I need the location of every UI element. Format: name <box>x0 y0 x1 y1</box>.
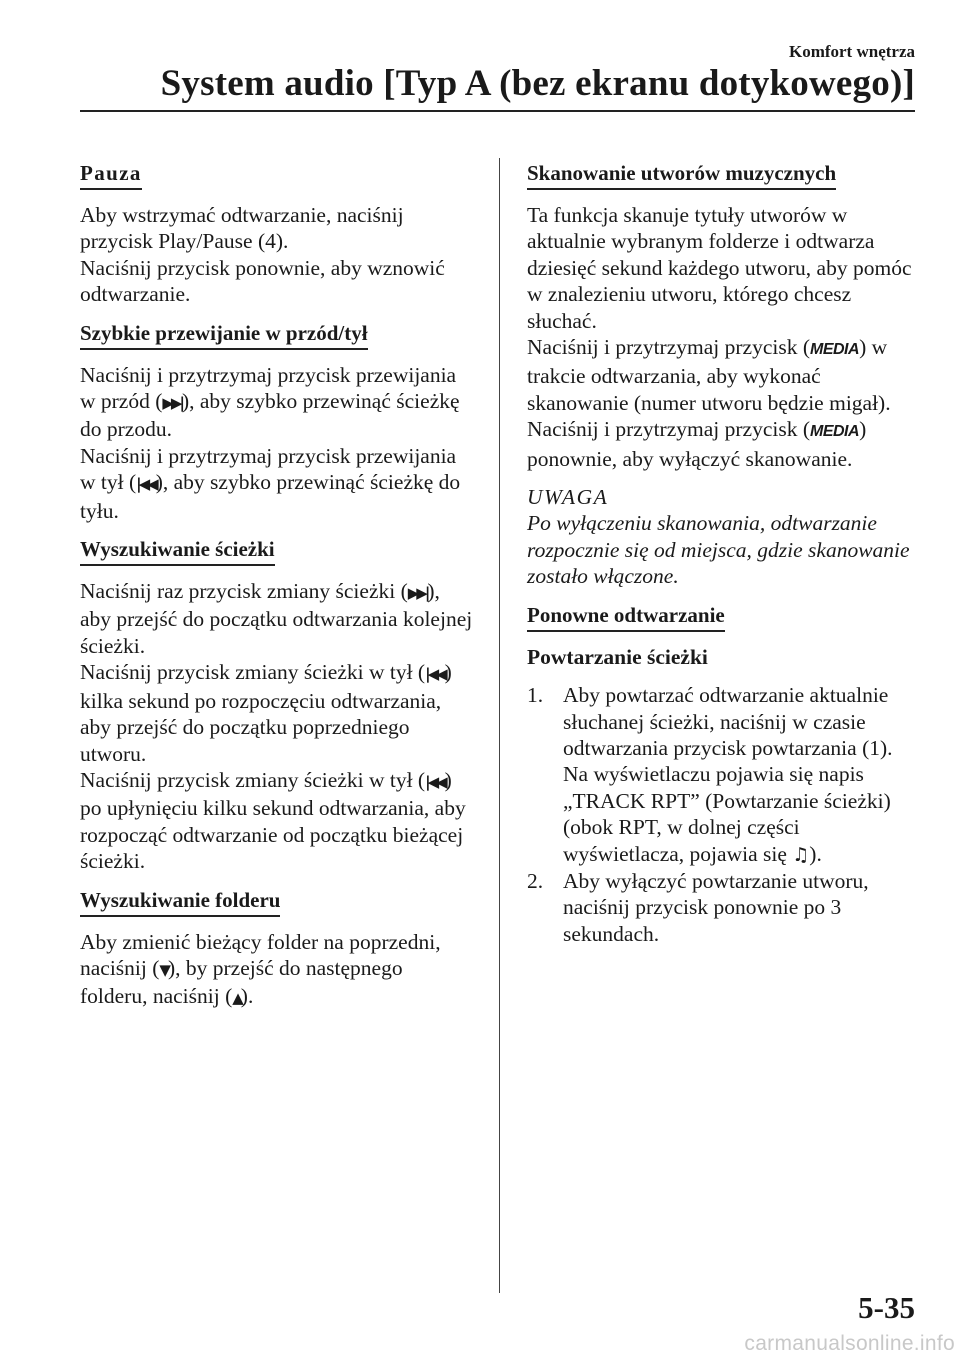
prev-track-icon: |◀◀ <box>425 772 445 791</box>
paragraph-text: Ta funkcja skanuje tytuły utworów w aktualnie wybranym folderze i odtwarza dziesięć sekund każdego utworu, aby pomóc w znalezieniu utworu, którego chcesz słuchać. <box>527 203 912 333</box>
heading-wyszukiwanie-sciezki: Wyszukiwanie ścieżki <box>80 537 275 566</box>
left-column <box>80 160 475 1024</box>
paragraph-text: Naciśnij i przytrzymaj przycisk ( <box>527 335 810 360</box>
note-text: Po wyłączeniu skanowania, odtwarzanie rozpocznie się od miejsca, gdzie skanowanie zostało włączone. <box>527 511 910 589</box>
paragraph-text: Naciśnij raz przycisk zmiany ścieżki ( <box>80 579 408 604</box>
prev-track-icon: |◀◀ <box>425 665 445 684</box>
subheading-powtarzanie-sciezki: Powtarzanie ścieżki <box>527 644 708 669</box>
list-number: 2. <box>527 868 544 893</box>
paragraph-text: ), by przejść do następnego folderu, naciśnij ( <box>80 955 403 1009</box>
list-number: 1. <box>527 683 544 708</box>
header-section: Komfort wnętrza <box>788 42 915 61</box>
next-track-icon: ▶▶| <box>407 584 428 603</box>
paragraph <box>80 202 475 308</box>
note-label: UWAGA <box>527 485 609 510</box>
paragraph-text: Naciśnij i przytrzymaj przycisk przewijania w tył ( <box>80 443 457 495</box>
heading-pauza: Pauza <box>80 161 142 190</box>
paragraph-text: Naciśnij przycisk zmiany ścieżki w tył ( <box>80 767 426 792</box>
paragraph-text: Naciśnij i przytrzymaj przycisk ( <box>527 417 810 442</box>
header-rule <box>80 110 915 112</box>
page-title: System audio [Typ A (bez ekranu dotykowego)] <box>160 63 915 104</box>
watermark: carmanualsonline.info <box>744 1332 955 1355</box>
paragraph-text: Aby wstrzymać odtwarzanie, naciśnij przycisk Play/Pause (4). <box>80 203 404 254</box>
paragraph-text: Naciśnij przycisk ponownie, aby wznowić odtwarzanie. <box>80 255 445 307</box>
list-item <box>527 682 922 868</box>
list-item-text: Aby powtarzać odtwarzanie aktualnie słuchanej ścieżki, naciśnij w czasie odtwarzania przycisk powtarzania (1). Na wyświetlaczu pojawia się napis „TRACK RPT” (Powtarzanie ścieżki) (obok RPT, w dolnej części wyświetlacza, pojawia się <box>563 683 893 866</box>
heading-ponowne-odtwarzanie: Ponowne odtwarzanie <box>527 603 725 632</box>
paragraph <box>527 202 922 472</box>
media-button-icon: MEDIA <box>810 423 860 441</box>
list-item-text: Aby wyłączyć powtarzanie utworu, naciśnij przycisk ponownie po 3 sekundach. <box>563 868 869 946</box>
paragraph-text: ). <box>240 984 254 1009</box>
prev-track-icon: |◀◀ <box>136 475 156 494</box>
paragraph-text: Naciśnij przycisk zmiany ścieżki w tył ( <box>80 660 426 685</box>
paragraph <box>80 929 475 1012</box>
paragraph <box>80 578 475 874</box>
paragraph-text: ), aby szybko przewinąć ścieżkę do tyłu. <box>80 470 461 523</box>
paragraph-text: ), aby szybko przewinąć ścieżkę do przodu. <box>80 389 460 442</box>
list-item <box>527 868 922 947</box>
media-button-icon: MEDIA <box>810 341 860 359</box>
paragraph-text: ) w trakcie odtwarzania, aby wykonać skanowanie (numer utworu będzie migał). <box>527 335 891 415</box>
paragraph-text: Naciśnij i przytrzymaj przycisk przewijania w przód ( <box>80 362 457 414</box>
heading-wyszukiwanie-folderu: Wyszukiwanie folderu <box>80 888 280 917</box>
heading-szybkie-przewijanie: Szybkie przewijanie w przód/tył <box>80 321 368 350</box>
music-note-icon: ♫ <box>792 843 810 866</box>
paragraph-text: Aby zmienić bieżący folder na poprzedni, naciśnij ( <box>80 929 441 980</box>
paragraph-text: ) po upłynięciu kilku sekund odtwarzania, aby rozpocząć odtwarzanie od początku bieżącej ścieżki. <box>80 767 466 874</box>
paragraph-text: ) kilka sekund po rozpoczęciu odtwarzania, aby przejść do początku poprzedniego utworu. <box>80 660 452 766</box>
column-divider <box>499 158 500 1293</box>
numbered-list <box>527 682 922 947</box>
list-item-text: ). <box>809 841 822 866</box>
up-arrow-icon: ▲ <box>232 989 241 1008</box>
page-number: 5-35 <box>858 1290 915 1325</box>
right-column <box>527 160 922 947</box>
paragraph-text: ) ponownie, aby wyłączyć skanowanie. <box>527 417 867 471</box>
heading-skanowanie: Skanowanie utworów muzycznych <box>527 161 836 190</box>
down-arrow-icon: ▼ <box>159 960 168 979</box>
paragraph <box>80 362 475 524</box>
paragraph-text: ), aby przejść do początku odtwarzania kolejnej ścieżki. <box>80 579 473 658</box>
next-track-icon: ▶▶| <box>162 394 182 413</box>
